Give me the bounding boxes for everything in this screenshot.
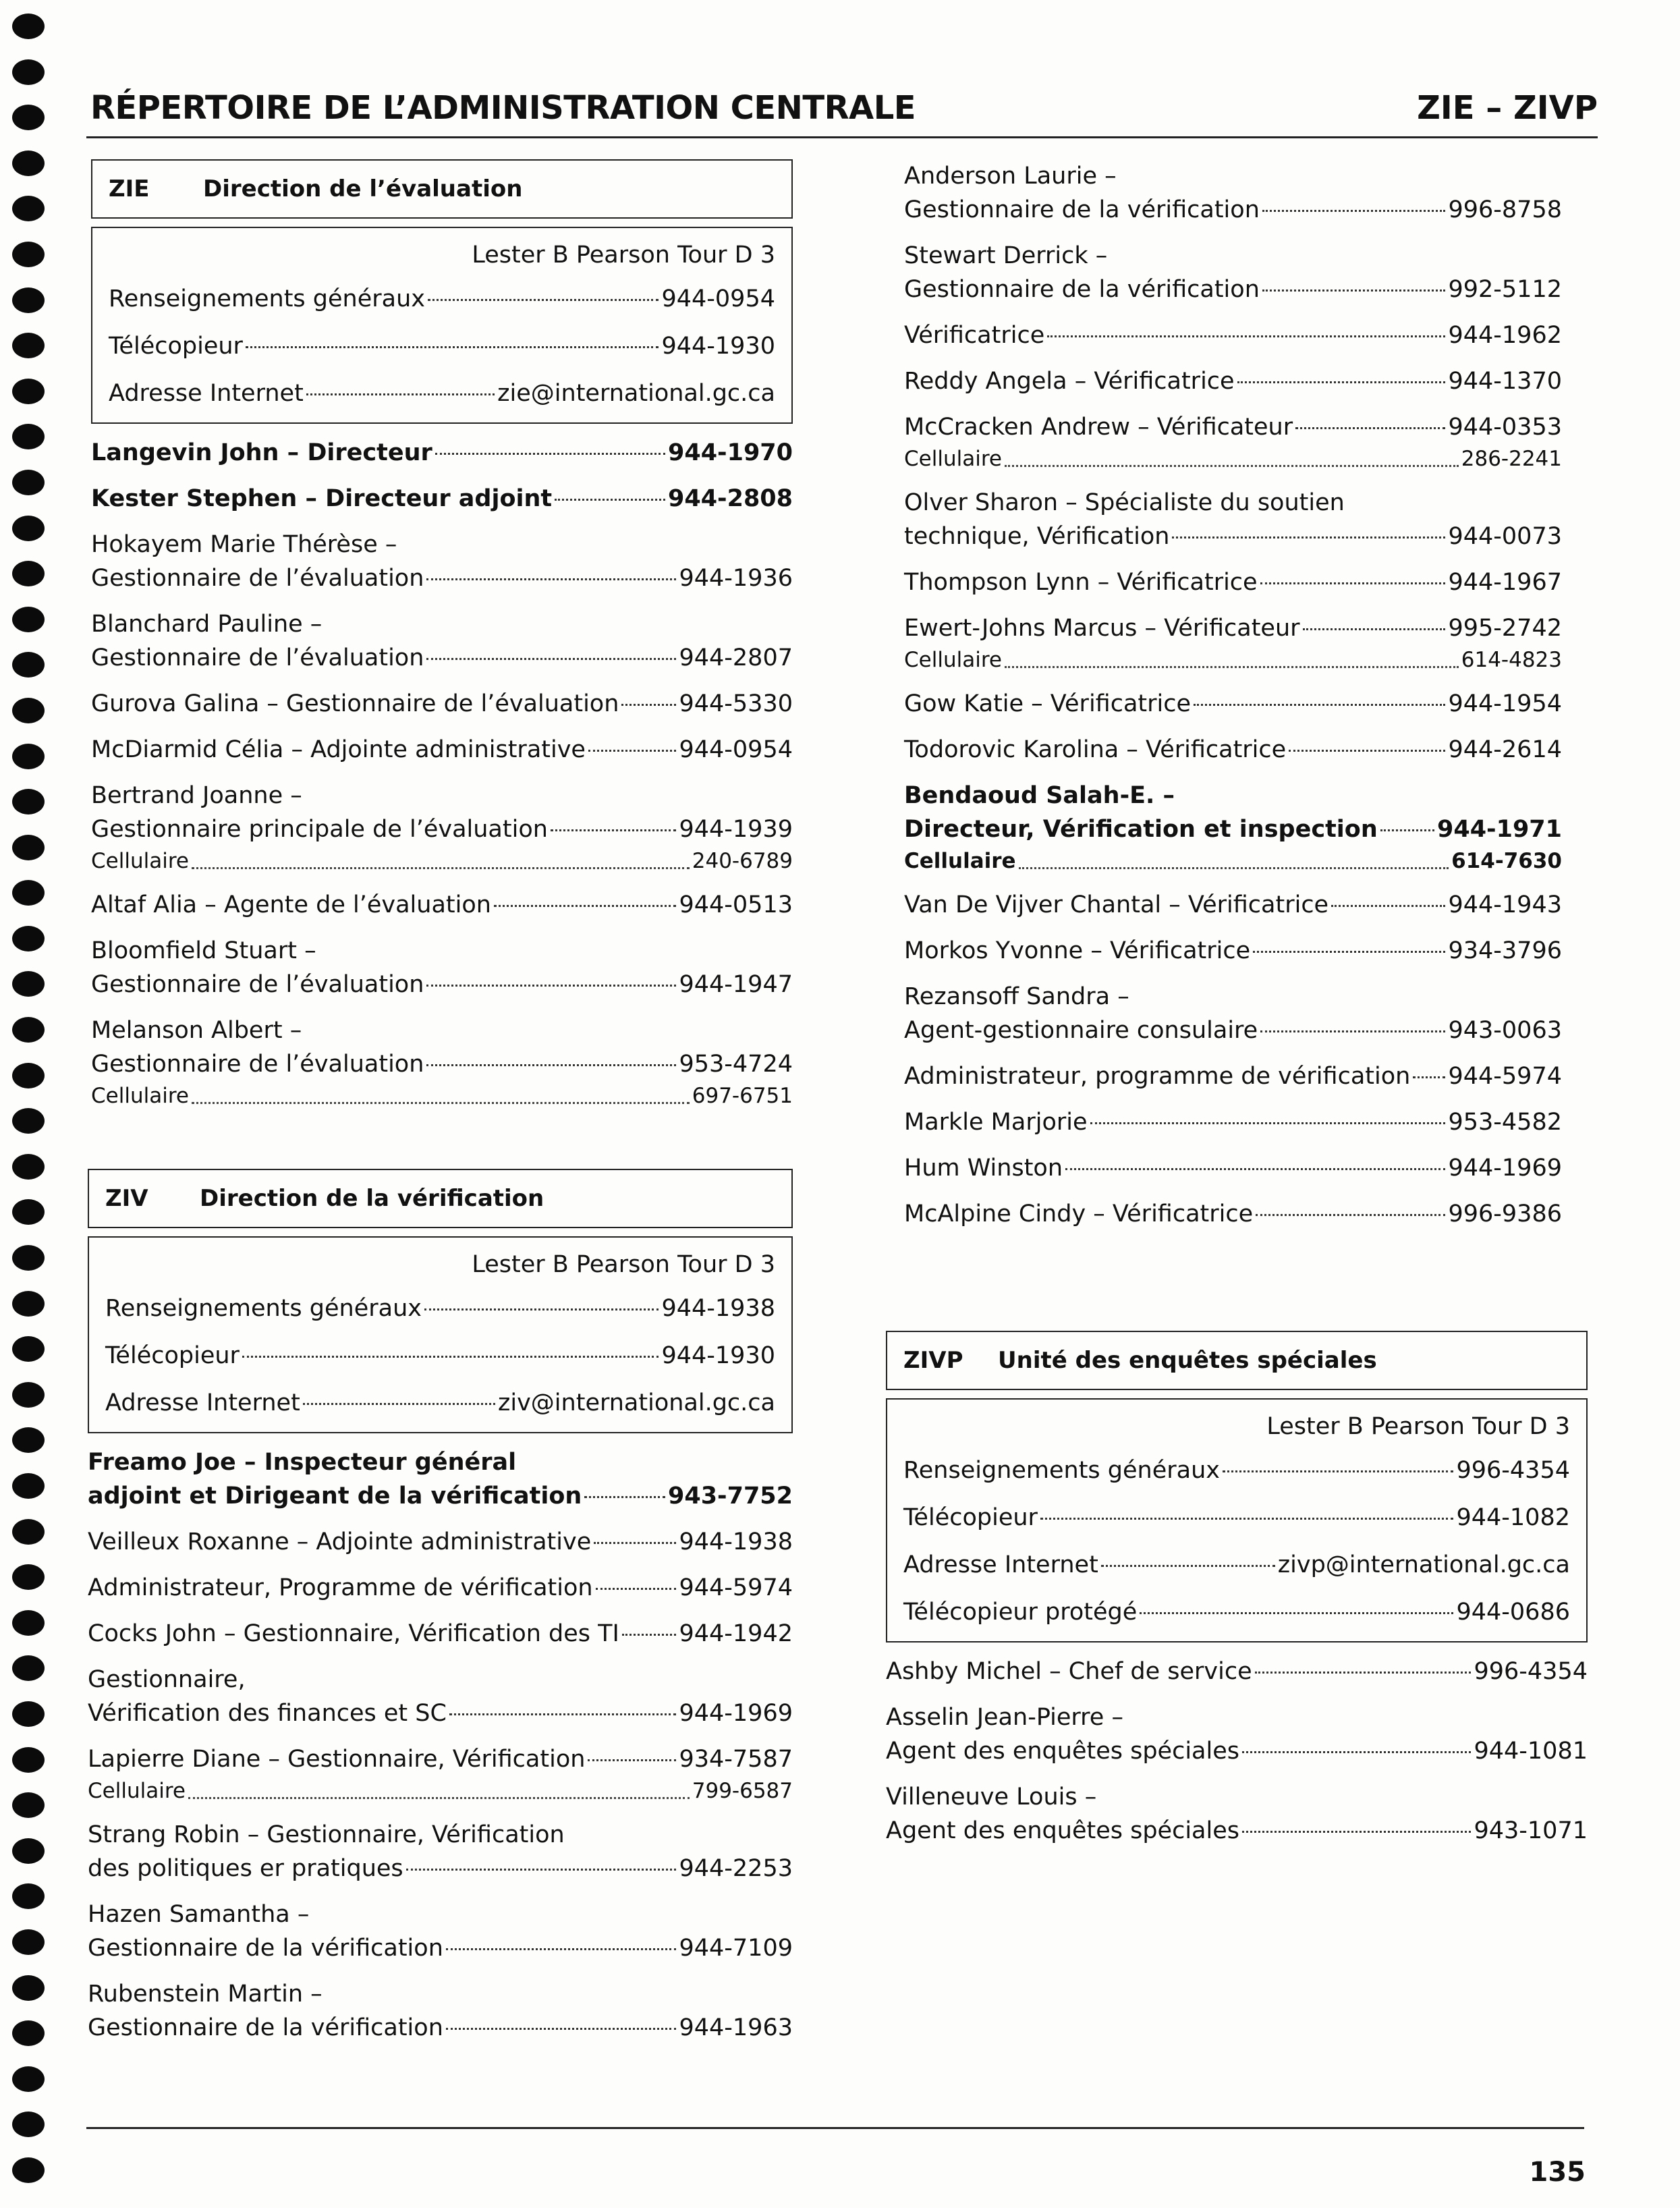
- page-title: RÉPERTOIRE DE L’ADMINISTRATION CENTRALE: [90, 89, 916, 127]
- entry-name: Ewert-Johns Marcus – Vérificateur: [904, 615, 1300, 642]
- entry-phone-row: [88, 1479, 793, 1513]
- entry-title: Gestionnaire de la vérification: [904, 196, 1260, 223]
- entry-name: Morkos Yvonne – Vérificatrice: [904, 937, 1251, 964]
- phone-number: 944-0954: [679, 736, 793, 763]
- entry-phone-row: [88, 1696, 793, 1730]
- binder-hole: [12, 789, 45, 815]
- entry-name: McAlpine Cindy – Vérificatrice: [904, 1200, 1254, 1227]
- binder-hole: [12, 2066, 45, 2092]
- cell-label: Cellulaire: [904, 648, 1002, 672]
- internet-row: [903, 1541, 1570, 1589]
- directory-entry: [91, 607, 793, 675]
- directory-entry: [88, 1818, 793, 1885]
- entry-phone-row: [88, 1852, 793, 1885]
- phone-number: 944-1970: [668, 439, 793, 466]
- zie-info-box: [91, 227, 793, 424]
- phone-number: 944-1963: [679, 2014, 793, 2041]
- cellphone-row: [904, 444, 1562, 474]
- entry-phone-row: [904, 364, 1562, 398]
- directory-entry: [886, 1780, 1588, 1848]
- entry-phone-row: [904, 1151, 1562, 1185]
- entry-phone-row: [88, 2011, 793, 2045]
- entry-name: Bendaoud Salah-E. –: [904, 782, 1175, 809]
- entry-phone-row: [886, 1814, 1588, 1848]
- directory-entry: [91, 436, 793, 470]
- entry-name: Lapierre Diane – Gestionnaire, Vérification: [88, 1746, 586, 1773]
- phone-number: 944-1962: [1448, 322, 1562, 349]
- entry-phone-row: [91, 561, 793, 595]
- cellphone-row: [88, 1776, 793, 1806]
- directory-entry: [904, 486, 1562, 553]
- phone-number: 944-5974: [679, 1574, 793, 1601]
- phone-number: 953-4582: [1448, 1109, 1562, 1136]
- binder-hole: [12, 561, 45, 586]
- entry-phone-row: [904, 319, 1562, 352]
- section-name: Unité des enquêtes spéciales: [998, 1347, 1377, 1374]
- binder-hole: [12, 1017, 45, 1043]
- section-name: Direction de l’évaluation: [203, 175, 523, 202]
- binder-hole: [12, 926, 45, 951]
- entry-phone-row: [91, 482, 793, 516]
- cell-number: 697-6751: [692, 1084, 793, 1108]
- cell-label: Cellulaire: [91, 1084, 189, 1108]
- binder-hole: [12, 1154, 45, 1180]
- directory-entry: [88, 1898, 793, 1965]
- footer-rule: [86, 2127, 1584, 2129]
- internet-row: [109, 370, 775, 417]
- zie-entries: [91, 436, 793, 1111]
- cell-label: Cellulaire: [91, 849, 189, 873]
- cellphone-row: [91, 846, 793, 876]
- phone-number: 944-1967: [1448, 569, 1562, 596]
- directory-entry: [88, 1571, 793, 1605]
- general-label: Renseignements généraux: [105, 1295, 422, 1322]
- binder-hole: [12, 1199, 45, 1225]
- directory-entry: [904, 779, 1562, 876]
- general-phone: 996-4354: [1456, 1457, 1570, 1484]
- directory-entry: [88, 1445, 793, 1513]
- binder-hole: [12, 607, 45, 632]
- entry-title: Gestionnaire de l’évaluation: [91, 1051, 424, 1078]
- directory-entry: [904, 733, 1562, 767]
- phone-number: 944-7109: [679, 1935, 793, 1962]
- section-code: ZIV: [105, 1185, 148, 1212]
- phone-number: 943-1071: [1474, 1817, 1588, 1844]
- cellphone-row: [91, 1081, 793, 1111]
- entry-phone-row: [904, 193, 1562, 227]
- entry-phone-row: [91, 436, 793, 470]
- phone-number: 944-5974: [1448, 1063, 1562, 1090]
- directory-entry: [904, 239, 1562, 306]
- entry-phone-row: [904, 733, 1562, 767]
- phone-number: 944-1942: [679, 1620, 793, 1647]
- entry-name: Hum Winston: [904, 1155, 1063, 1182]
- phone-number: 995-2742: [1448, 615, 1562, 642]
- zie-heading: [91, 159, 793, 219]
- binder-hole: [12, 1427, 45, 1453]
- binder-hole: [12, 287, 45, 313]
- binder-hole: [12, 59, 45, 85]
- internet-label: Adresse Internet: [105, 1389, 300, 1416]
- phone-number: 944-0353: [1448, 414, 1562, 441]
- section-name: Direction de la vérification: [200, 1185, 544, 1212]
- phone-number: 944-0513: [679, 891, 793, 918]
- directory-entry: [904, 1197, 1562, 1231]
- internet-label: Adresse Internet: [109, 380, 304, 407]
- binder-hole: [12, 880, 45, 906]
- entry-phone-row: [91, 888, 793, 922]
- binder-hole: [12, 1747, 45, 1773]
- entry-name: Vérificatrice: [904, 322, 1045, 349]
- entry-phone-row: [91, 641, 793, 675]
- entry-phone-row: [91, 687, 793, 721]
- binder-hole: [12, 150, 45, 176]
- entry-phone-row: [904, 888, 1562, 922]
- cellphone-row: [904, 645, 1562, 675]
- binder-hole: [12, 744, 45, 769]
- phone-number: 944-1370: [1448, 368, 1562, 395]
- entry-phone-row: [904, 520, 1562, 553]
- binder-hole: [12, 105, 45, 130]
- email-link[interactable]: zie@international.gc.ca: [497, 380, 775, 407]
- entry-name: Olver Sharon – Spécialiste du soutien: [904, 489, 1345, 516]
- binder-hole: [12, 2020, 45, 2046]
- directory-entry: [91, 687, 793, 721]
- phone-number: 944-2807: [679, 644, 793, 671]
- cell-number: 286-2241: [1461, 447, 1562, 471]
- entry-name: Melanson Albert –: [91, 1017, 302, 1044]
- entry-name: Reddy Angela – Vérificatrice: [904, 368, 1235, 395]
- phone-number: 934-7587: [679, 1746, 793, 1773]
- phone-number: 944-1969: [679, 1700, 793, 1727]
- binder-hole: [12, 470, 45, 495]
- fax-label: Télécopieur: [109, 333, 243, 360]
- phone-number: 944-1938: [679, 1528, 793, 1555]
- location: Lester B Pearson Tour D 3: [472, 242, 775, 269]
- entry-phone-row: [886, 1655, 1588, 1688]
- general-info-row: [105, 1285, 775, 1332]
- binder-hole: [12, 1883, 45, 1909]
- zivp-section: [886, 1331, 1588, 1848]
- binder-hole: [12, 1564, 45, 1590]
- entry-name: Markle Marjorie: [904, 1109, 1088, 1136]
- entry-phone-row: [904, 1059, 1562, 1093]
- phone-number: 944-1081: [1474, 1738, 1588, 1765]
- entry-phone-row: [91, 968, 793, 1001]
- entry-title: Gestionnaire de l’évaluation: [91, 971, 424, 998]
- cell-label: Cellulaire: [904, 447, 1002, 471]
- general-info-row: [903, 1447, 1570, 1494]
- entry-phone-row: [904, 565, 1562, 599]
- ziv-entries-right: [904, 159, 1562, 1231]
- binder-hole: [12, 1975, 45, 2001]
- binder-hole: [12, 1108, 45, 1134]
- zivp-heading: [886, 1331, 1588, 1390]
- cell-number: 614-7630: [1451, 849, 1562, 873]
- ziv-heading: [88, 1169, 793, 1228]
- location: Lester B Pearson Tour D 3: [1266, 1413, 1570, 1440]
- directory-entry: [88, 1977, 793, 2045]
- entry-name: Gurova Galina – Gestionnaire de l’évaluation: [91, 690, 619, 717]
- directory-entry: [91, 528, 793, 595]
- internet-label: Adresse Internet: [903, 1551, 1098, 1578]
- directory-entry: [88, 1525, 793, 1559]
- entry-name: Hazen Samantha –: [88, 1901, 310, 1928]
- directory-entry: [88, 1663, 793, 1730]
- entry-name: Rezansoff Sandra –: [904, 983, 1129, 1010]
- entry-name: McDiarmid Célia – Adjointe administrative: [91, 736, 586, 763]
- directory-entry: [904, 611, 1562, 675]
- binder-hole: [12, 1245, 45, 1271]
- phone-number: 944-1971: [1437, 816, 1562, 843]
- entry-name: Asselin Jean-Pierre –: [886, 1704, 1123, 1731]
- entry-title: Agent des enquêtes spéciales: [886, 1817, 1239, 1844]
- entry-name: Administrateur, programme de vérification: [904, 1063, 1411, 1090]
- directory-entry: [904, 888, 1562, 922]
- internet-row: [105, 1379, 775, 1427]
- directory-entry: [91, 482, 793, 516]
- cell-number: 799-6587: [692, 1779, 793, 1803]
- zie-section: [91, 159, 793, 1111]
- phone-number: 996-9386: [1448, 1200, 1562, 1227]
- fax-row: [105, 1332, 775, 1379]
- phone-number: 953-4724: [679, 1051, 793, 1078]
- fax-row: [903, 1494, 1570, 1541]
- ziv-section: [88, 1169, 793, 2045]
- fax-number: 944-1930: [661, 1342, 775, 1369]
- phone-number: 944-1947: [679, 971, 793, 998]
- binder-hole: [12, 2157, 45, 2183]
- entry-name: Cocks John – Gestionnaire, Vérification des TI: [88, 1620, 619, 1647]
- entry-title: des politiques er pratiques: [88, 1855, 403, 1882]
- phone-number: 996-4354: [1474, 1658, 1588, 1685]
- binder-hole: [12, 1792, 45, 1818]
- directory-entry: [91, 1014, 793, 1111]
- section-code-range: ZIE – ZIVP: [1417, 89, 1598, 127]
- phone-number: 944-2808: [668, 485, 793, 512]
- phone-number: 943-0063: [1448, 1017, 1562, 1044]
- entry-phone-row: [904, 1105, 1562, 1139]
- binder-hole: [12, 1291, 45, 1317]
- entry-title: Gestionnaire de la vérification: [88, 1935, 443, 1962]
- directory-entry: [91, 779, 793, 876]
- cellphone-row: [904, 846, 1562, 876]
- entry-name: Langevin John – Directeur: [91, 439, 432, 466]
- entry-phone-row: [904, 934, 1562, 968]
- entry-phone-row: [88, 1617, 793, 1651]
- entry-title: Gestionnaire de l’évaluation: [91, 644, 424, 671]
- binder-hole: [12, 424, 45, 449]
- directory-entry: [904, 934, 1562, 968]
- entry-name: Veilleux Roxanne – Adjointe administrative: [88, 1528, 592, 1555]
- entry-name: Hokayem Marie Thérèse –: [91, 531, 397, 558]
- phone-number: 944-5330: [679, 690, 793, 717]
- entry-phone-row: [904, 1014, 1562, 1047]
- general-phone: 944-1938: [661, 1295, 775, 1322]
- phone-number: 944-1943: [1448, 891, 1562, 918]
- entry-name: Strang Robin – Gestionnaire, Vérification: [88, 1821, 565, 1848]
- entry-title: Agent-gestionnaire consulaire: [904, 1017, 1258, 1044]
- entry-title: technique, Vérification: [904, 523, 1170, 550]
- binder-hole: [12, 1929, 45, 1955]
- entry-name: Freamo Joe – Inspecteur général: [88, 1449, 517, 1476]
- entry-name: Administrateur, Programme de vérification: [88, 1574, 593, 1601]
- directory-entry: [904, 565, 1562, 599]
- entry-phone-row: [91, 733, 793, 767]
- directory-entry: [91, 888, 793, 922]
- phone-number: 944-2614: [1448, 736, 1562, 763]
- entry-phone-row: [88, 1931, 793, 1965]
- phone-number: 943-7752: [668, 1483, 793, 1510]
- binder-holes: [12, 13, 46, 2203]
- binder-hole: [12, 333, 45, 358]
- directory-entry: [91, 934, 793, 1001]
- general-info-row: [109, 275, 775, 323]
- phone-number: 944-1939: [679, 816, 793, 843]
- directory-entry: [904, 319, 1562, 352]
- entry-name: Villeneuve Louis –: [886, 1784, 1097, 1811]
- cell-number: 614-4823: [1461, 648, 1562, 672]
- zivp-info-box: [886, 1398, 1588, 1643]
- fax-row: [109, 323, 775, 370]
- phone-number: 944-1954: [1448, 690, 1562, 717]
- binder-hole: [12, 242, 45, 267]
- fax-label: Télécopieur: [903, 1504, 1038, 1531]
- directory-entry: [88, 1617, 793, 1651]
- entry-name: Altaf Alia – Agente de l’évaluation: [91, 891, 491, 918]
- directory-entry: [904, 1105, 1562, 1139]
- cell-label: Cellulaire: [904, 849, 1016, 873]
- binder-hole: [12, 2112, 45, 2137]
- phone-number: 944-2253: [679, 1855, 793, 1882]
- zivp-entries: [886, 1655, 1588, 1848]
- directory-entry: [886, 1655, 1588, 1688]
- binder-hole: [12, 1063, 45, 1088]
- secure-fax-number: 944-0686: [1456, 1599, 1570, 1626]
- section-code: ZIVP: [903, 1347, 963, 1374]
- entry-title: Gestionnaire principale de l’évaluation: [91, 816, 548, 843]
- phone-number: 934-3796: [1448, 937, 1562, 964]
- entry-name: Ashby Michel – Chef de service: [886, 1658, 1252, 1685]
- entry-title: adjoint et Dirigeant de la vérification: [88, 1483, 582, 1510]
- general-phone: 944-0954: [661, 285, 775, 312]
- binder-hole: [12, 971, 45, 997]
- entry-name: Stewart Derrick –: [904, 242, 1108, 269]
- entry-name: Gestionnaire,: [88, 1666, 246, 1693]
- ziv-info-box: [88, 1236, 793, 1433]
- entry-name: Gow Katie – Vérificatrice: [904, 690, 1192, 717]
- ziv-entries-left: [88, 1445, 793, 2045]
- entry-name: Rubenstein Martin –: [88, 1981, 323, 2008]
- directory-entry: [904, 687, 1562, 721]
- binder-hole: [12, 1655, 45, 1681]
- directory-entry: [886, 1701, 1588, 1768]
- secure-fax-label: Télécopieur protégé: [903, 1599, 1138, 1626]
- entry-name: Blanchard Pauline –: [91, 611, 323, 638]
- binder-hole: [12, 1519, 45, 1545]
- page-header: [86, 80, 1598, 138]
- fax-label: Télécopieur: [105, 1342, 240, 1369]
- directory-entry: [904, 1059, 1562, 1093]
- entry-name: Bertrand Joanne –: [91, 782, 302, 809]
- directory-entry: [91, 733, 793, 767]
- entry-name: Van De Vijver Chantal – Vérificatrice: [904, 891, 1329, 918]
- binder-hole: [12, 1701, 45, 1727]
- secure-fax-row: [903, 1589, 1570, 1636]
- entry-title: Gestionnaire de la vérification: [88, 2014, 443, 2041]
- entry-phone-row: [904, 687, 1562, 721]
- entry-phone-row: [88, 1571, 793, 1605]
- binder-hole: [12, 1473, 45, 1499]
- section-code: ZIE: [109, 175, 150, 202]
- binder-hole: [12, 1838, 45, 1864]
- directory-entry: [904, 980, 1562, 1047]
- general-label: Renseignements généraux: [903, 1457, 1220, 1484]
- phone-number: 944-0073: [1448, 523, 1562, 550]
- entry-name: Thompson Lynn – Vérificatrice: [904, 569, 1258, 596]
- binder-hole: [12, 698, 45, 723]
- binder-hole: [12, 1336, 45, 1362]
- directory-entry: [904, 410, 1562, 474]
- entry-phone-row: [904, 1197, 1562, 1231]
- phone-number: 996-8758: [1448, 196, 1562, 223]
- ziv-continued: [904, 147, 1562, 1231]
- binder-hole: [12, 1610, 45, 1636]
- fax-number: 944-1930: [661, 333, 775, 360]
- binder-hole: [12, 13, 45, 39]
- binder-hole: [12, 1382, 45, 1408]
- binder-hole: [12, 835, 45, 860]
- entry-phone-row: [88, 1525, 793, 1559]
- entry-phone-row: [904, 273, 1562, 306]
- phone-number: 944-1936: [679, 565, 793, 592]
- fax-number: 944-1082: [1456, 1504, 1570, 1531]
- directory-entry: [904, 159, 1562, 227]
- binder-hole: [12, 379, 45, 404]
- entry-name: Todorovic Karolina – Vérificatrice: [904, 736, 1287, 763]
- binder-hole: [12, 196, 45, 221]
- directory-entry: [904, 1151, 1562, 1185]
- directory-entry: [88, 1742, 793, 1806]
- entry-name: Bloomfield Stuart –: [91, 937, 316, 964]
- location: Lester B Pearson Tour D 3: [472, 1251, 775, 1278]
- binder-hole: [12, 516, 45, 541]
- entry-phone-row: [886, 1734, 1588, 1768]
- entry-title: Gestionnaire de l’évaluation: [91, 565, 424, 592]
- general-label: Renseignements généraux: [109, 285, 425, 312]
- email-link[interactable]: ziv@international.gc.ca: [498, 1389, 775, 1416]
- entry-title: Gestionnaire de la vérification: [904, 276, 1260, 303]
- cell-label: Cellulaire: [88, 1779, 186, 1803]
- entry-title: Directeur, Vérification et inspection: [904, 816, 1378, 843]
- entry-title: Vérification des finances et SC: [88, 1700, 447, 1727]
- entry-title: Agent des enquêtes spéciales: [886, 1738, 1239, 1765]
- directory-entry: [904, 364, 1562, 398]
- entry-name: McCracken Andrew – Vérificateur: [904, 414, 1293, 441]
- email-link[interactable]: zivp@international.gc.ca: [1277, 1551, 1570, 1578]
- binder-hole: [12, 652, 45, 678]
- entry-name: Kester Stephen – Directeur adjoint: [91, 485, 553, 512]
- phone-number: 944-1969: [1448, 1155, 1562, 1182]
- entry-name: Anderson Laurie –: [904, 163, 1117, 190]
- cell-number: 240-6789: [692, 849, 793, 873]
- phone-number: 992-5112: [1448, 276, 1562, 303]
- page-number: 135: [1529, 2157, 1586, 2188]
